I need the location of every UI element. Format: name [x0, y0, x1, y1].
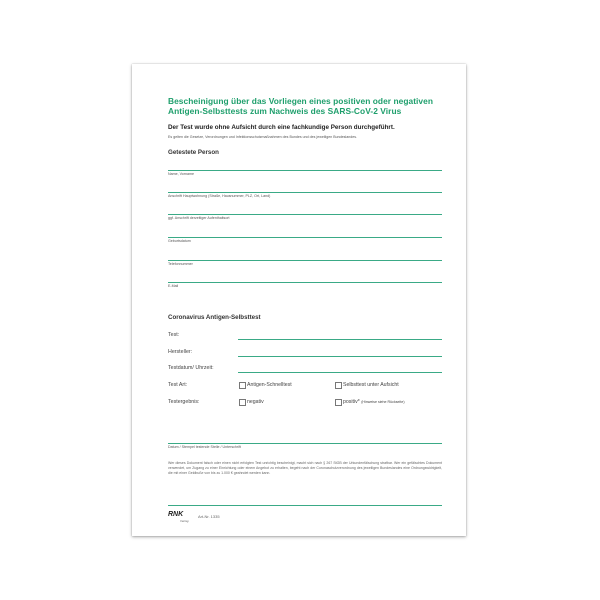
antigen-quicktest-option-label: Antigen-Schnelltest: [247, 382, 292, 388]
test-label: Test:: [168, 332, 180, 338]
current-address-line[interactable]: [168, 214, 442, 215]
positive-result-option: [343, 399, 405, 405]
address-line[interactable]: [168, 192, 442, 193]
current-address-field-label: ggf. Anschrift derzeitiger Aufenthaltsort: [168, 216, 230, 220]
test-result-label: Testergebnis:: [168, 399, 200, 405]
birthdate-line[interactable]: [168, 237, 442, 238]
certificate-sheet: [132, 64, 466, 536]
test-type-label: Test Art:: [168, 382, 188, 388]
title-line-1: Bescheinigung über das Vorliegen eines positiven oder negativen: [168, 96, 434, 106]
document-title: [168, 96, 458, 116]
email-line[interactable]: [168, 282, 442, 283]
datetime-line[interactable]: [238, 372, 442, 373]
supervised-selftest-checkbox[interactable]: [335, 382, 342, 389]
positive-result-checkbox[interactable]: [335, 399, 342, 406]
document-subtitle: Der Test wurde ohne Aufsicht durch eine fachkundige Person durchgeführt.: [168, 124, 395, 131]
negative-result-checkbox[interactable]: [239, 399, 246, 406]
test-section-heading: Coronavirus Antigen-Selbsttest: [168, 314, 261, 321]
article-number: Art-Nr. 1335: [198, 514, 220, 519]
antigen-quicktest-checkbox[interactable]: [239, 382, 246, 389]
signature-line[interactable]: [168, 443, 442, 444]
supervised-selftest-option-label: Selbsttest unter Aufsicht: [343, 382, 399, 388]
datetime-label: Testdatum/ Uhrzeit:: [168, 365, 214, 371]
legal-disclaimer: Wer dieses Dokument falsch oder einen nicht erfolgten Test unrichtig bescheinigt, macht sich nach § 267 StGB der Urkundenfälschung strafbar. Wer ein gefälschtes Dokument verwendet, um Zugang zu einer Einrichtung oder einem Angebot zu erhalten, begeht nach der Coronaschutzverordnung des jeweiligen Bundeslandes eine Ordnungswidrigkeit, die mit einer Geldbuße von bis zu 1.000 € geahndet werden kann.: [168, 461, 442, 475]
phone-line[interactable]: [168, 260, 442, 261]
result-hint: (Hinweise siehe Rückseite): [361, 400, 405, 404]
rnk-logo-subtext: Verlag: [180, 519, 189, 523]
name-field-label: Name, Vorname: [168, 172, 194, 176]
name-line[interactable]: [168, 170, 442, 171]
test-line[interactable]: [238, 339, 442, 340]
footer-rule: [168, 505, 442, 506]
legal-note: Es gelten die Gesetze, Verordnungen und Infektionsschutzmaßnahmen des Bundes und des jeweiligen Bundeslandes.: [168, 135, 357, 139]
title-line-2: Antigen-Selbsttests zum Nachweis des SARS-CoV-2 Virus: [168, 106, 402, 116]
positive-result-option-label: positiv*: [343, 399, 360, 405]
manufacturer-label: Hersteller:: [168, 349, 193, 355]
rnk-logo: RNK: [168, 511, 184, 518]
birthdate-field-label: Geburtsdatum: [168, 239, 191, 243]
phone-field-label: Telefonnummer: [168, 262, 193, 266]
email-field-label: E-Mail: [168, 284, 179, 288]
manufacturer-line[interactable]: [238, 356, 442, 357]
signature-caption: Datum / Stempel testende Stelle / Unterschrift: [168, 445, 241, 449]
negative-result-option-label: negativ: [247, 399, 264, 405]
address-field-label: Anschrift Hauptwohnung (Straße, Hausnummer, PLZ, Ort, Land): [168, 194, 271, 198]
person-section-heading: Getestete Person: [168, 149, 219, 156]
